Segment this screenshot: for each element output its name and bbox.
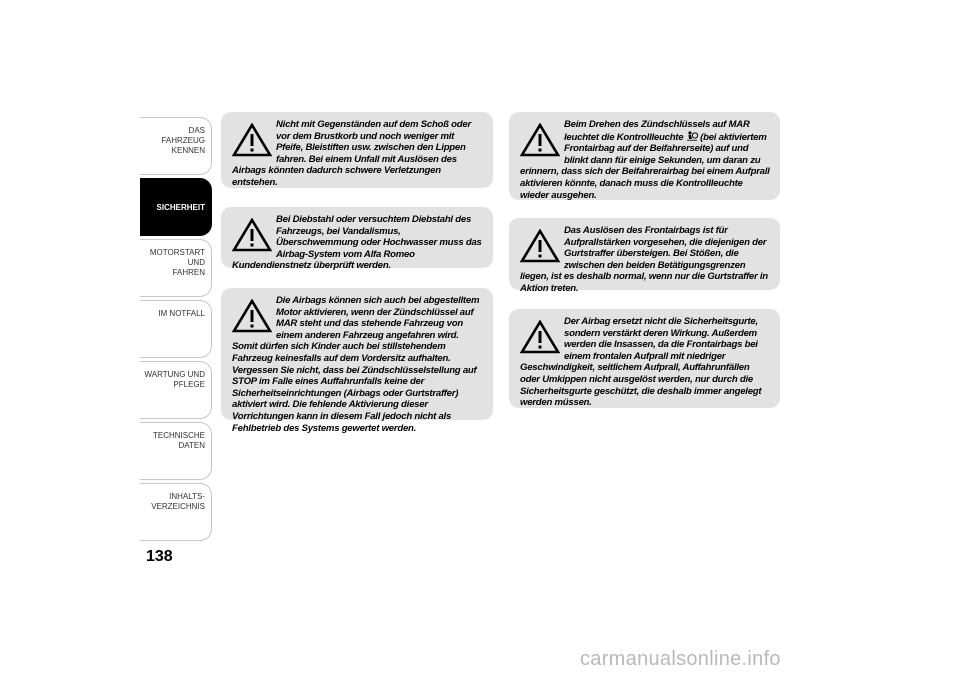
tab-sicherheit[interactable]: SICHERHEIT [140, 178, 212, 236]
tab-technische-daten[interactable]: TECHNISCHE DATEN [140, 422, 212, 480]
warning-text-3: Die Airbags können sich auch bei abgestelltem Motor aktivieren, wenn der Zündschlüssel auf MAR steht und das stehende Fahrzeug von einem anderen Fahrzeug angefahren wird. Somit dürfen sich Kinder auch bei stillstehendem Fahrzeug keinesfalls auf dem Vordersitz aufhalten. Vergessen Sie nicht, dass bei Zündschlüsselstellung auf STOP im Falle eines Auffahrunfalls keine der Sicherheitseinrichtungen (Airbags oder Gurtstraffer) aktiviert wird. Die fehlende Aktivierung dieser Vorrichtungen kann in diesem Fall jedoch nicht als Fehlbetrieb des Systems gewertet werden. [232, 295, 480, 434]
warning-box-1 [221, 112, 493, 188]
tab-inhaltsverzeichnis[interactable]: INHALTS- VERZEICHNIS [140, 483, 212, 541]
warning-text-4b: (bei aktiviertem Frontairbag auf der Beifahrerseite) auf und blinkt dann für einige Sekunden, um daran zu erinnern, dass sich der Beifahrerairbag bei einem Aufprall aktivieren könnte, danach muss die Kontrollleuchte wieder ausgehen. [520, 131, 770, 201]
tab-wartung-und-pflege[interactable]: WARTUNG UND PFLEGE [140, 361, 212, 419]
airbag-warning-lamp-icon [686, 131, 698, 141]
warning-triangle-icon [520, 123, 560, 157]
warning-triangle-icon [232, 218, 272, 252]
warning-box-4 [509, 112, 780, 200]
warning-text-4a: Beim Drehen des Zündschlüssels auf MAR leuchtet die Kontrollleuchte [564, 119, 750, 143]
warning-text-6: Der Airbag ersetzt nicht die Sicherheitsgurte, sondern verstärkt deren Wirkung. Außerdem werden die Insassen, da die Frontairbags bei einem frontalen Aufprall mit niedriger Geschwindigkeit, seitlichem Aufprall, Auffahrunfällen oder Umkippen nicht ausgelöst werden, nur durch die Sicherheitsgurte geschützt, die deshalb immer angelegt werden müssen. [520, 316, 762, 409]
warning-triangle-icon [520, 320, 560, 354]
warning-triangle-icon [232, 123, 272, 157]
warning-box-6 [509, 309, 780, 408]
warning-text-2: Bei Diebstahl oder versuchtem Diebstahl des Fahrzeugs, bei Vandalismus, Überschwemmung oder Hochwasser muss das Airbag-System vom Alfa Romeo Kundendienstnetz überprüft werden. [232, 214, 482, 272]
page-number: 138 [146, 548, 173, 565]
warning-triangle-icon [232, 299, 272, 333]
warning-box-5 [509, 218, 780, 294]
tab-das-fahrzeug-kennen[interactable]: DAS FAHRZEUG KENNEN [140, 117, 212, 175]
warning-text-5: Das Auslösen des Frontairbags ist für Aufprallstärken vorgesehen, die diejenigen der Gurtstraffer übersteigen. Bei Stößen, die zwischen den beiden Betätigungsgrenzen liegen, ist es deshalb normal, wenn nur die Gurtstraffer in Aktion treten. [520, 225, 768, 294]
warning-text-1: Nicht mit Gegenständen auf dem Schoß oder vor dem Brustkorb und noch weniger mit Pfeife, Bleistiften usw. zwischen den Lippen fahren. Bei einem Unfall mit Auslösen des Airbags könnten dadurch schwere Verletzungen entstehen. [232, 119, 471, 188]
tab-im-notfall[interactable]: IM NOTFALL [140, 300, 212, 358]
warning-box-3 [221, 288, 493, 434]
watermark: carmanualsonline.info [580, 648, 781, 670]
warning-triangle-icon [520, 229, 560, 263]
warning-box-2 [221, 207, 493, 272]
tab-motorstart-und-fahren[interactable]: MOTORSTART UND FAHREN [140, 239, 212, 297]
sidebar-tabs [140, 117, 212, 544]
